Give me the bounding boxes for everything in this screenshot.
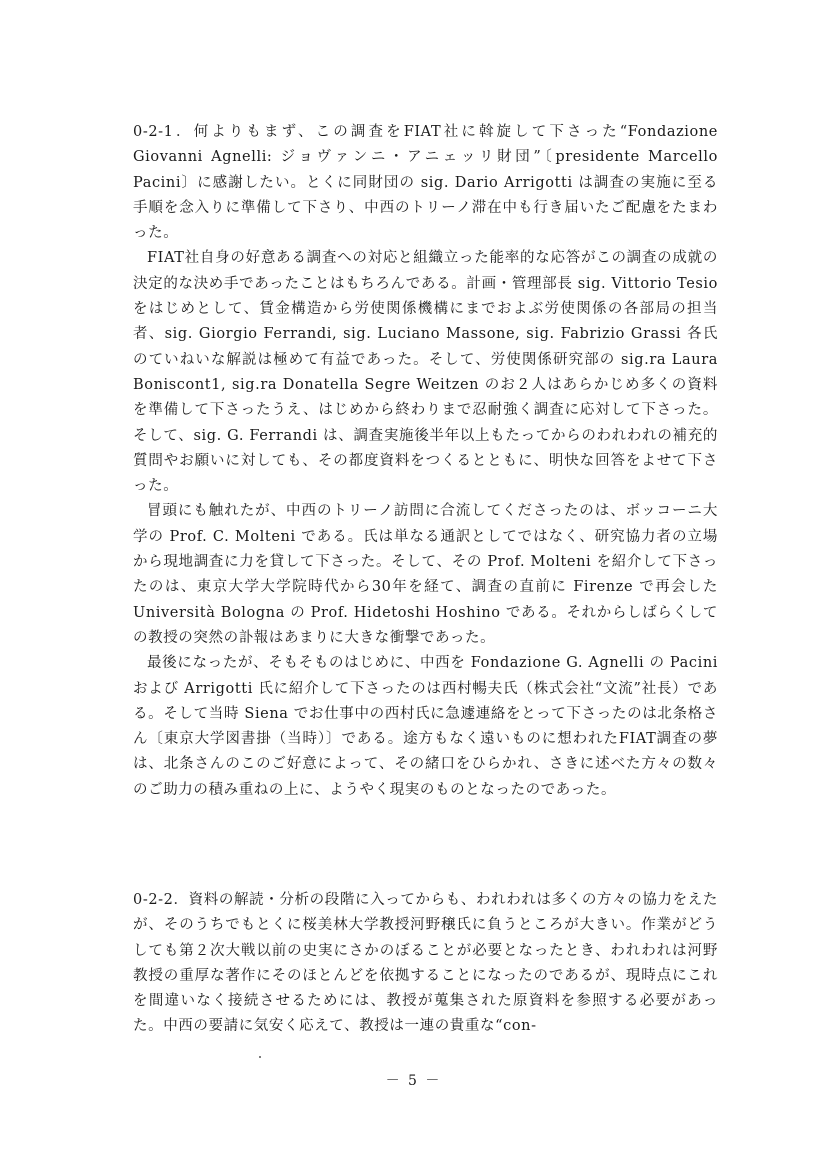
section-0-2-1 <box>133 120 718 803</box>
paragraph-acknowledgement-fondazione: 0-2-1．何よりもまず、この調査をFIAT社に斡旋して下さった“Fondazione Giovanni Agnelli: ジョヴァンニ・アニェッリ財団”〔presidente Marcello Pacini〕に感謝したい。とくに同財団の sig. Dario Arrigotti は調査の実施に至る手順を念入りに準備して下さり、中西のトリーノ滞在中も行き届いたご配慮をたまわった。 <box>133 124 718 242</box>
paragraph-acknowledgement-fiat: FIAT社自身の好意ある調査への対応と組織立った能率的な応答がこの調査の成就の決定的な決め手であったことはもちろんである。計画・管理部長 sig. Vittorio Tesio をはじめとして、賃金構造から労使関係機構にまでおよぶ労使関係の各部局の担当者、sig. Giorgio Ferrandi, sig. Luciano Massone, sig. Fabrizio Grassi 各氏のていねいな解説は極めて有益であった。そして、労使関係研究部の sig.ra Laura Boniscont1, sig.ra Donatella Segre Weitzen のお２人はあらかじめ多くの資料を準備して下さったうえ、はじめから終わりまで忍耐強く調査に応対して下さった。そして、sig. G. Ferrandi は、調査実施後半年以上もたってからのわれわれの補充的質問やお願いに対しても、その都度資料をつくるとともに、明快な回答をよせて下さった。 <box>133 250 718 495</box>
section-0-2-2 <box>133 888 718 1040</box>
paragraph-acknowledgement-molteni: 冒頭にも触れたが、中西のトリーノ訪問に合流してくださったのは、ボッコーニ大学の Prof. C. Molteni である。氏は単なる通訳としてではなく、研究協力者の立場から現地調査に力を貸して下さった。そして、その Prof. Molteni を紹介して下さったのは、東京大学大学院時代から30年を経て、調査の直前に Firenze で再会した Università Bologna の Prof. Hidetoshi Hoshino である。それからしばらくしての教授の突然の訃報はあまりに大きな衝撃であった。 <box>133 503 718 646</box>
page-number: － 5 － <box>385 1073 442 1089</box>
paragraph-acknowledgement-nishimura: 最後になったが、そもそものはじめに、中西を Fondazione G. Agnelli の Pacini および Arrigotti 氏に紹介して下さったのは西村暢夫氏（株式会社“文流”社長）である。そして当時 Siena でお仕事中の西村氏に急遽連絡をとって下さったのは北条格さん〔東京大学図書掛（当時）〕である。途方もなく遠いものに想われたFIAT調査の夢は、北条さんのこのご好意によって、その緒口をひらかれ、さきに述べた方々の数々のご助力の積み重ねの上に、ようやく現実のものとなったのであった。 <box>133 655 718 798</box>
paragraph-acknowledgement-kono: 0-2-2．資料の解読・分析の段階に入ってからも、われわれは多くの方々の協力をえたが、そのうちでもとくに桜美林大学教授河野穣氏に負うところが大きい。作業がどうしても第２次大戦以前の史実にさかのぼることが必要となったとき、われわれは河野教授の重厚な著作にそのほとんどを依拠することになったのであるが、現時点にこれを間違いなく接続させるためには、教授が蒐集された原資料を参照する必要があった。中西の要請に気安く応えて、教授は一連の貴重な“con- <box>133 892 718 1035</box>
scan-speck <box>259 1056 261 1058</box>
